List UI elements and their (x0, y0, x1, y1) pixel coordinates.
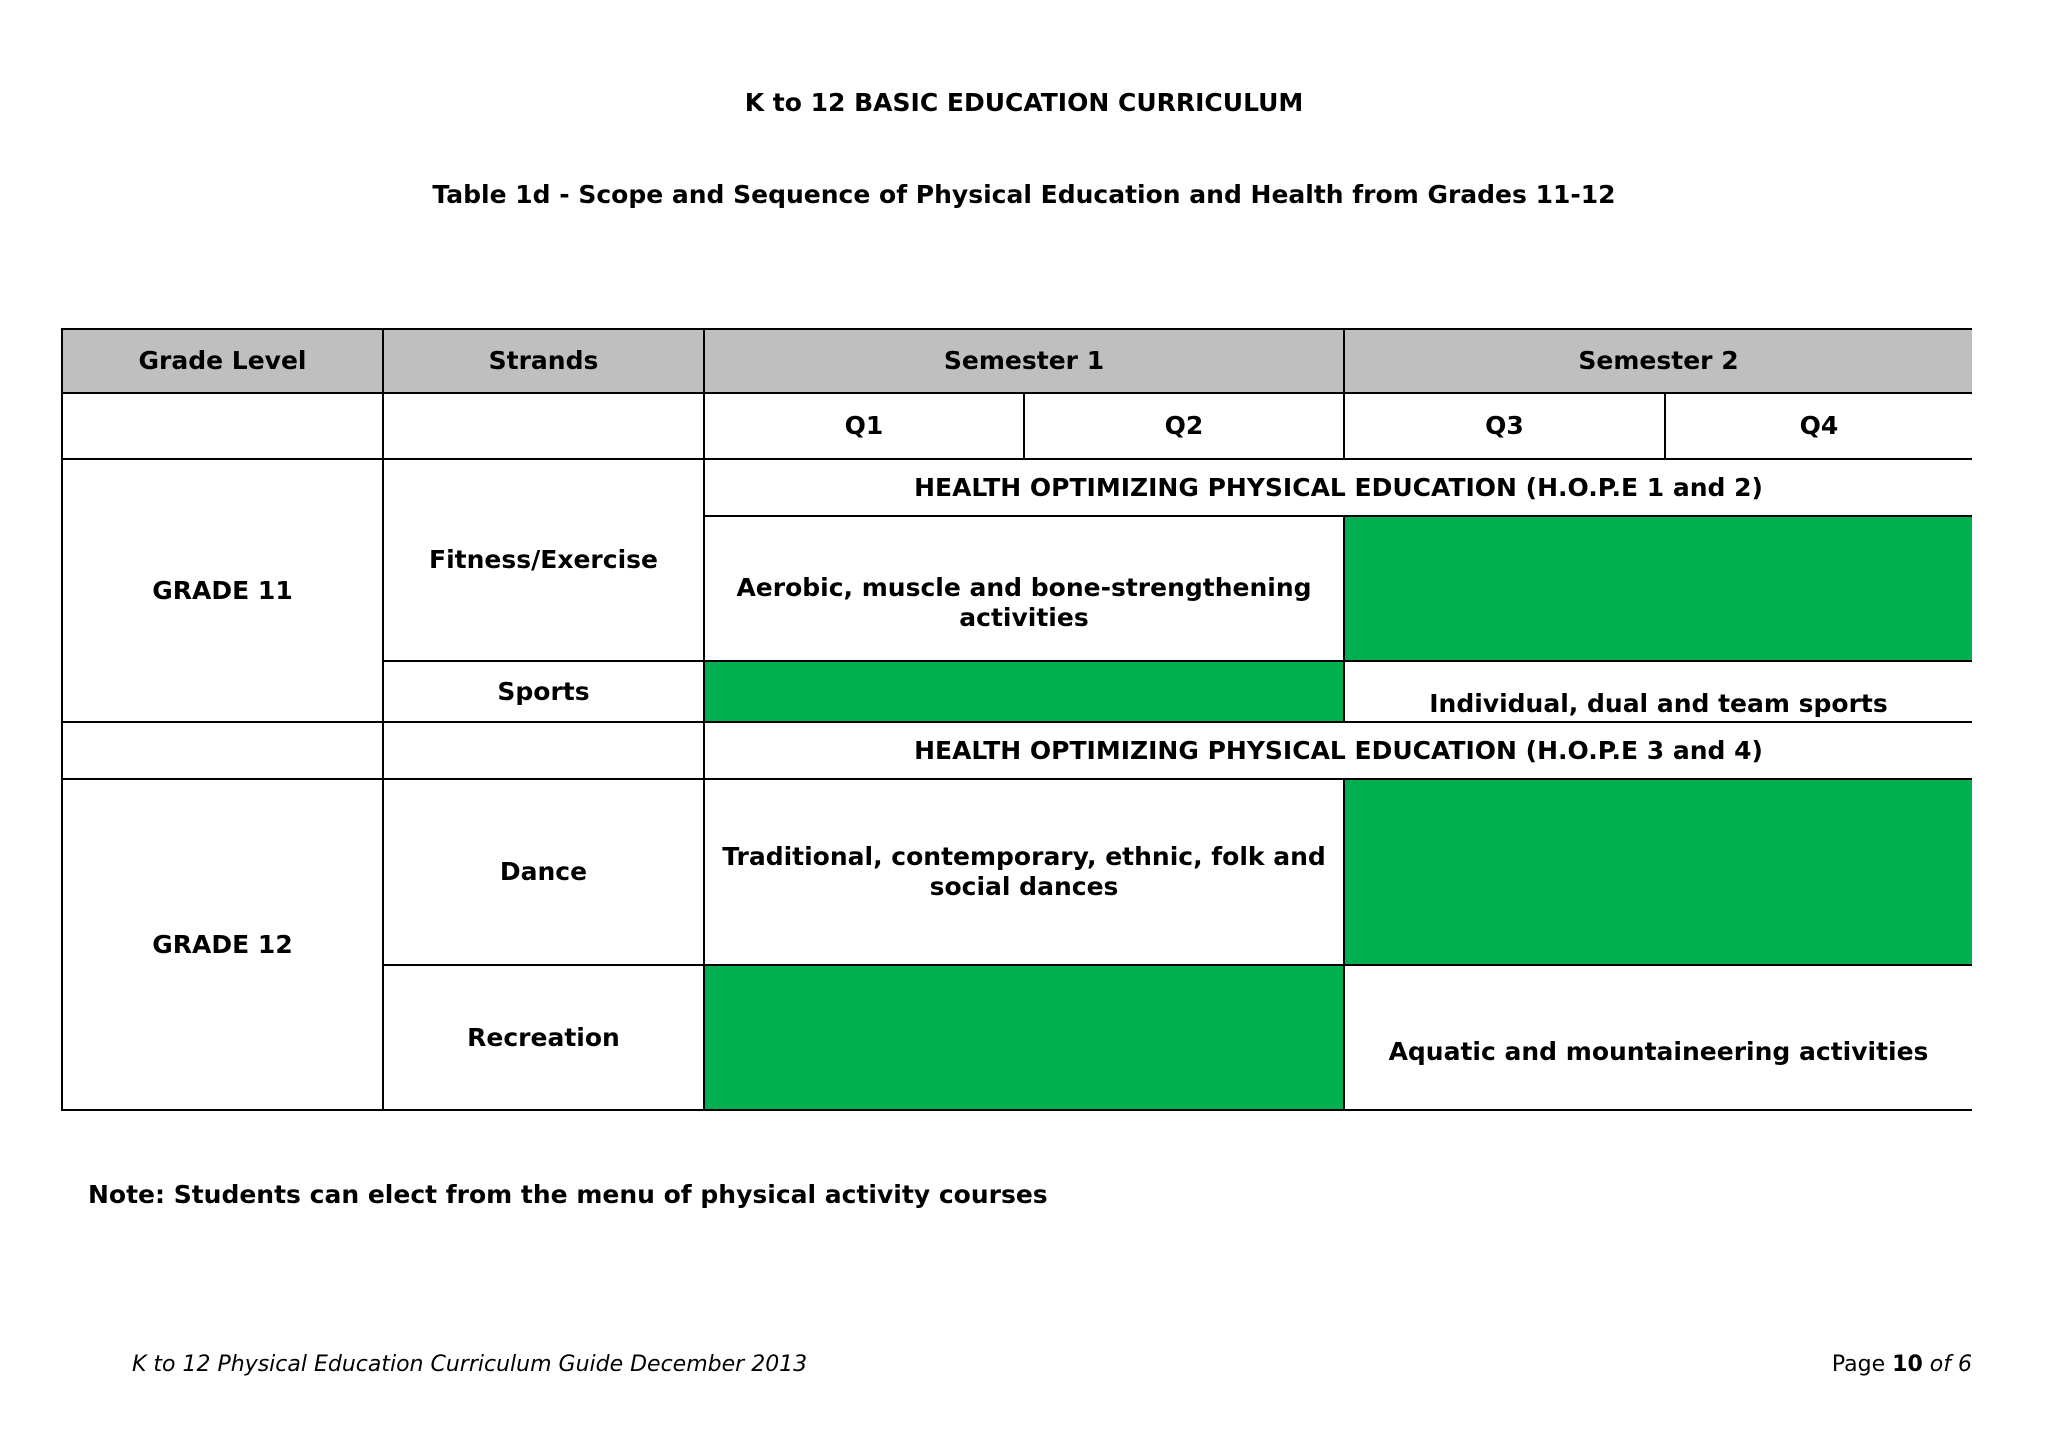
quarter-q1: Q1 (704, 393, 1024, 459)
page-word: Page (1831, 1352, 1886, 1377)
table-caption: Table 1d - Scope and Sequence of Physical Education and Health from Grades 11-12 (432, 180, 1616, 209)
fitness-content: Aerobic, muscle and bone-strengthening activities (704, 516, 1344, 661)
quarter-q3: Q3 (1344, 393, 1665, 459)
empty-cell (383, 722, 704, 779)
hope-1-2-course: HEALTH OPTIMIZING PHYSICAL EDUCATION (H.O.P.E 1 and 2) (704, 459, 1972, 516)
strand-fitness-exercise: Fitness/Exercise (383, 459, 704, 661)
grade-11-course-row (62, 459, 1972, 516)
footer-page-number (1832, 1352, 1972, 1377)
header-strands: Strands (383, 329, 704, 393)
grade-11-label: GRADE 11 (62, 459, 383, 722)
table-header-row (62, 329, 1972, 393)
quarter-row (62, 393, 1972, 459)
page-total: of 6 (1929, 1352, 1972, 1377)
sports-content: Individual, dual and team sports (1344, 661, 1972, 722)
quarter-q2: Q2 (1024, 393, 1344, 459)
fitness-semester-2-highlight (1344, 516, 1972, 661)
recreation-content: Aquatic and mountaineering activities (1344, 965, 1972, 1110)
scope-sequence-table (61, 328, 1972, 1111)
table-note: Note: Students can elect from the menu of physical activity courses (88, 1180, 1048, 1209)
strand-sports: Sports (383, 661, 704, 722)
document-title: K to 12 BASIC EDUCATION CURRICULUM (744, 88, 1304, 117)
empty-cell (62, 722, 383, 779)
empty-cell (383, 393, 704, 459)
strand-dance: Dance (383, 779, 704, 965)
hope-3-4-course: HEALTH OPTIMIZING PHYSICAL EDUCATION (H.O.P.E 3 and 4) (704, 722, 1972, 779)
grade-12-course-row (62, 722, 1972, 779)
header-semester-2: Semester 2 (1344, 329, 1972, 393)
dance-content: Traditional, contemporary, ethnic, folk and social dances (704, 779, 1344, 965)
recreation-semester-1-highlight (704, 965, 1344, 1110)
dance-semester-2-highlight (1344, 779, 1972, 965)
quarter-q4: Q4 (1665, 393, 1972, 459)
strand-recreation: Recreation (383, 965, 704, 1110)
page-number: 10 (1892, 1352, 1923, 1377)
grade-12-label: GRADE 12 (62, 779, 383, 1110)
header-grade-level: Grade Level (62, 329, 383, 393)
empty-cell (62, 393, 383, 459)
footer-guide-title: K to 12 Physical Education Curriculum Guide December 2013 (132, 1352, 808, 1377)
dance-row (62, 779, 1972, 965)
header-semester-1: Semester 1 (704, 329, 1344, 393)
sports-semester-1-highlight (704, 661, 1344, 722)
